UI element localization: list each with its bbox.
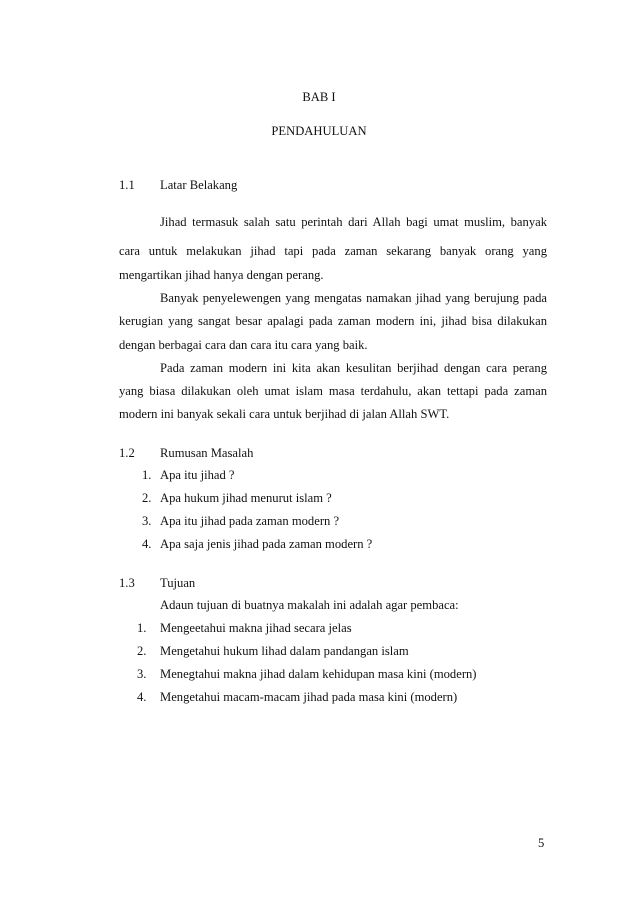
list-item-text: Mengetahui hukum lihad dalam pandangan islam	[160, 644, 409, 658]
paragraph-line: cara untuk melakukan jihad tapi pada zaman sekarang banyak orang yang	[119, 244, 547, 258]
section-2-title: Rumusan Masalah	[160, 446, 254, 460]
list-item-number: 2.	[142, 491, 152, 505]
list-item-number: 4.	[137, 690, 147, 704]
page-number: 5	[538, 836, 545, 850]
paragraph-line: Pada zaman modern ini kita akan kesulitan berjihad dengan cara perang	[160, 361, 547, 375]
section-3-intro: Adaun tujuan di buatnya makalah ini adalah agar pembaca:	[160, 598, 459, 612]
paragraph-line: yang biasa dilakukan oleh umat islam masa terdahulu, akan tettapi pada zaman	[119, 384, 547, 398]
paragraph-line: dengan berbagai cara dan cara itu cara yang baik.	[119, 338, 368, 352]
section-2-number: 1.2	[119, 446, 135, 460]
list-item-text: Mengetahui macam-macam jihad pada masa kini (modern)	[160, 690, 458, 704]
list-item-number: 4.	[142, 537, 152, 551]
list-item-text: Menegtahui makna jihad dalam kehidupan masa kini (modern)	[160, 667, 477, 681]
list-item-text: Apa itu jihad ?	[160, 468, 235, 482]
list-item-text: Apa saja jenis jihad pada zaman modern ?	[160, 537, 373, 551]
paragraph-line: Banyak penyelewengen yang mengatas namakan jihad yang berujung pada	[160, 291, 547, 305]
list-item-number: 1.	[142, 468, 152, 482]
section-3-title: Tujuan	[160, 576, 196, 590]
section-1-number: 1.1	[119, 178, 135, 192]
section-3-number: 1.3	[119, 576, 135, 590]
list-item-number: 3.	[142, 514, 152, 528]
list-item-number: 3.	[137, 667, 147, 681]
list-item-text: Apa hukum jihad menurut islam ?	[160, 491, 332, 505]
paragraph-line: modern ini banyak sekali cara untuk berjihad di jalan Allah SWT.	[119, 407, 450, 421]
list-item-text: Mengeetahui makna jihad secara jelas	[160, 621, 352, 635]
paragraph-line: Jihad termasuk salah satu perintah dari Allah bagi umat muslim, banyak	[160, 215, 547, 229]
list-item-text: Apa itu jihad pada zaman modern ?	[160, 514, 340, 528]
paragraph-line: kerugian yang sangat besar apalagi pada zaman modern ini, jihad bisa dilakukan	[119, 314, 547, 328]
list-item-number: 1.	[137, 621, 147, 635]
section-1-title: Latar Belakang	[160, 178, 238, 192]
chapter-label: BAB I	[302, 90, 336, 104]
paragraph-line: mengartikan jihad hanya dengan perang.	[119, 268, 324, 282]
list-item-number: 2.	[137, 644, 147, 658]
chapter-title: PENDAHULUAN	[271, 124, 367, 138]
